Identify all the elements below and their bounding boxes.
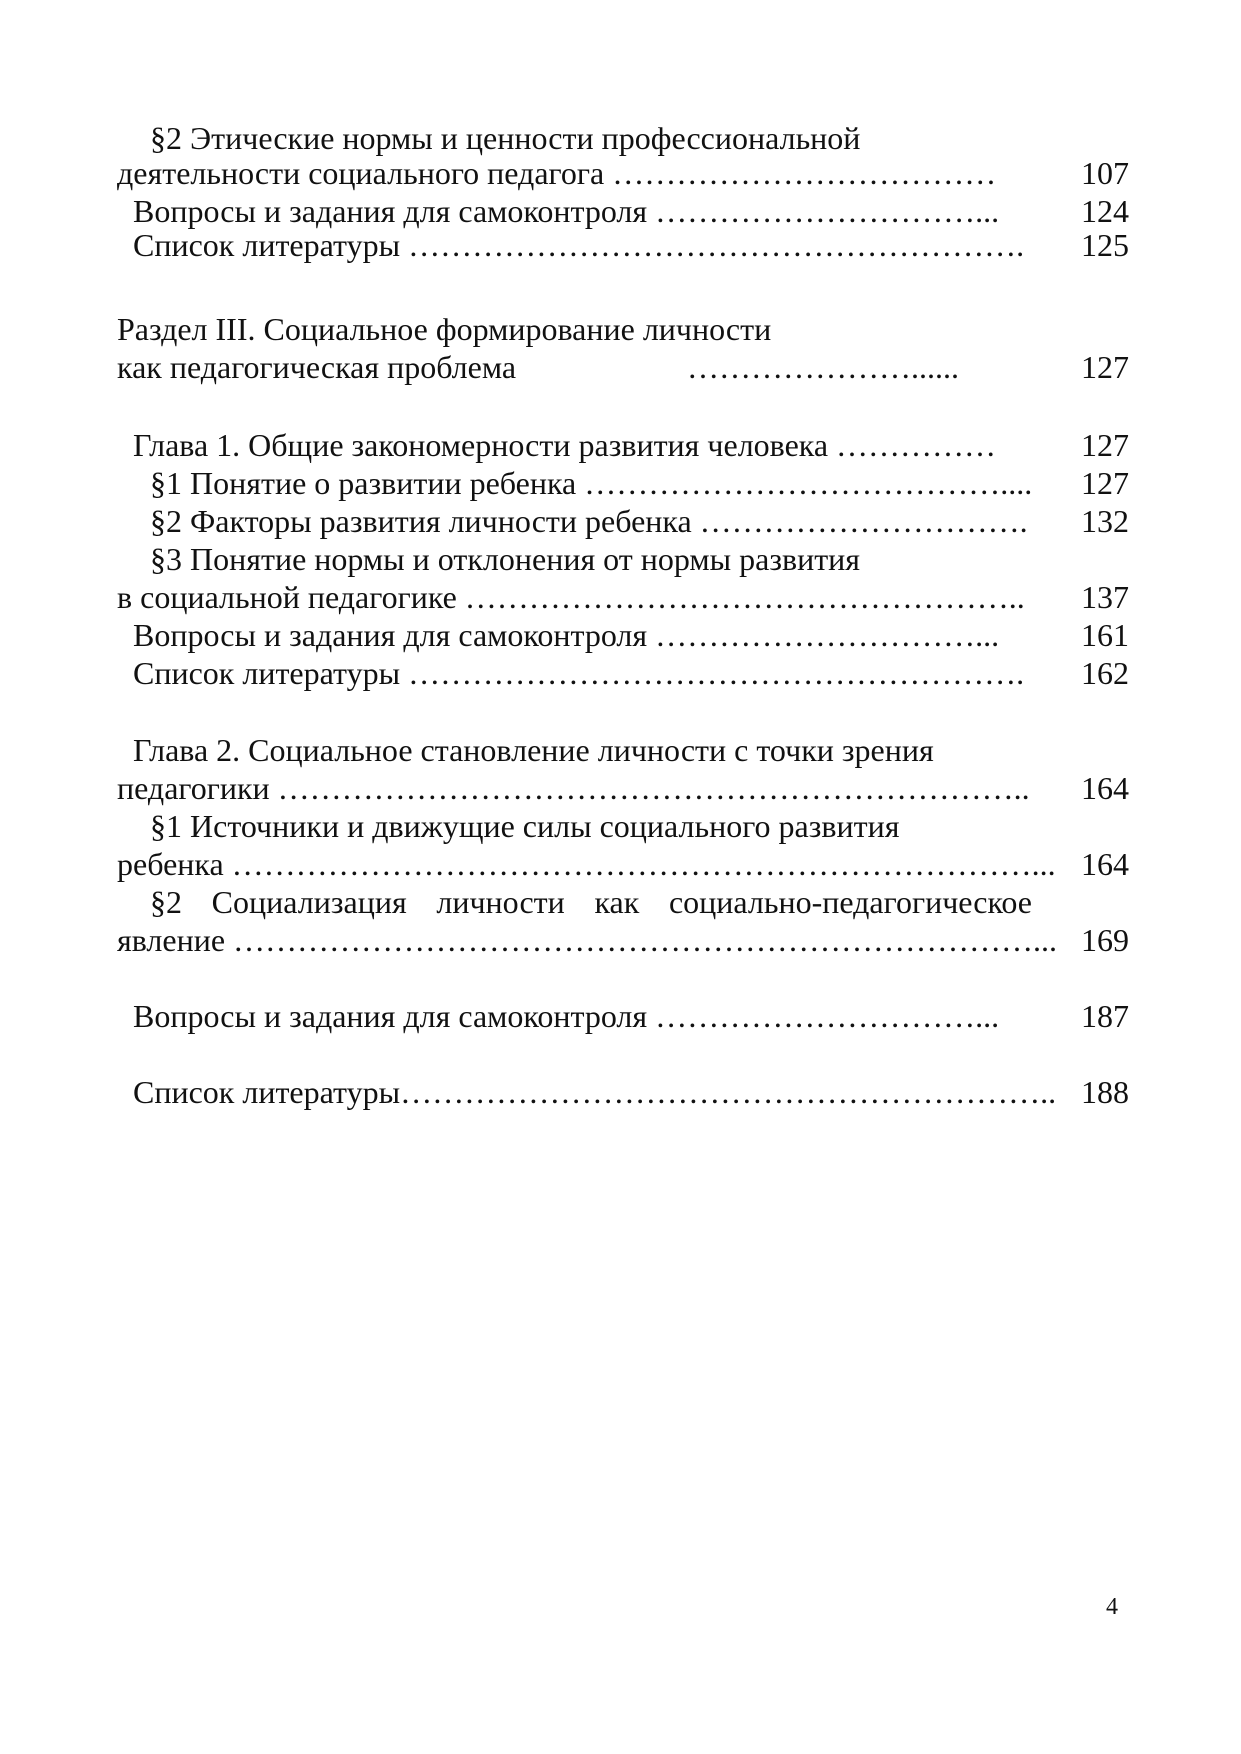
toc-page-number: 162 <box>1081 655 1129 691</box>
toc-entry-title: Вопросы и задания для самоконтроля …………………………... <box>133 998 1000 1034</box>
toc-page-number: 137 <box>1081 579 1129 615</box>
toc-entry-title: Список литературы …………………………………………………. <box>133 655 1025 691</box>
toc-page-number: 127 <box>1081 465 1129 501</box>
toc-section-title-cont: как педагогическая проблема <box>117 349 517 385</box>
page-number: 4 <box>1106 1594 1118 1620</box>
toc-entry-title: §2 Социализация личности как социально-педагогическое <box>150 884 1032 920</box>
toc-page-number: 187 <box>1081 998 1129 1034</box>
toc-entry-title-cont: ребенка …………………………………………………………………... <box>117 846 1056 882</box>
toc-entry-title-cont: деятельности социального педагога ……………………………… <box>117 155 997 191</box>
toc-entry-title: §1 Источники и движущие силы социального развития <box>150 808 900 844</box>
toc-entry-title: §2 Факторы развития личности ребенка …………………………. <box>150 503 1028 539</box>
toc-page-number: 161 <box>1081 617 1129 653</box>
toc-entry-title: §1 Понятие о развитии ребенка ………………………………….... <box>150 465 1033 501</box>
toc-page-number: 127 <box>1081 349 1129 385</box>
toc-chapter-title: Глава 2. Социальное становление личности с точки зрения <box>133 732 934 768</box>
toc-entry-title: Вопросы и задания для самоконтроля …………………………... <box>133 193 1000 229</box>
toc-page-number: 125 <box>1081 227 1129 263</box>
toc-chapter-title-cont: педагогики …………………………………………………………….. <box>117 770 1030 806</box>
toc-entry-title-cont: в социальной педагогике …………………………………………….. <box>117 579 1025 615</box>
toc-page-number: 164 <box>1081 846 1129 882</box>
toc-chapter-title: Глава 1. Общие закономерности развития человека …………… <box>133 427 997 463</box>
toc-page-number: 107 <box>1081 155 1129 191</box>
toc-leader-dots: …………………...... <box>687 349 959 385</box>
toc-section-title: Раздел III. Социальное формирование личности <box>117 311 772 347</box>
toc-page-number: 188 <box>1081 1074 1129 1110</box>
toc-page-number: 127 <box>1081 427 1129 463</box>
toc-page-number: 169 <box>1081 922 1129 958</box>
toc-entry-title: Список литературы…………………………………………………….. <box>133 1074 1057 1110</box>
toc-entry-title-cont: явление …………………………………………………………………... <box>117 922 1058 958</box>
toc-entry-title: §3 Понятие нормы и отклонения от нормы развития <box>150 541 861 577</box>
toc-entry-title: §2 Этические нормы и ценности профессиональной <box>150 120 861 156</box>
toc-page-number: 132 <box>1081 503 1129 539</box>
toc-page-number: 124 <box>1081 193 1129 229</box>
toc-entry-title: Вопросы и задания для самоконтроля …………………………... <box>133 617 1000 653</box>
toc-page-number: 164 <box>1081 770 1129 806</box>
toc-entry-title: Список литературы …………………………………………………. <box>133 227 1025 263</box>
